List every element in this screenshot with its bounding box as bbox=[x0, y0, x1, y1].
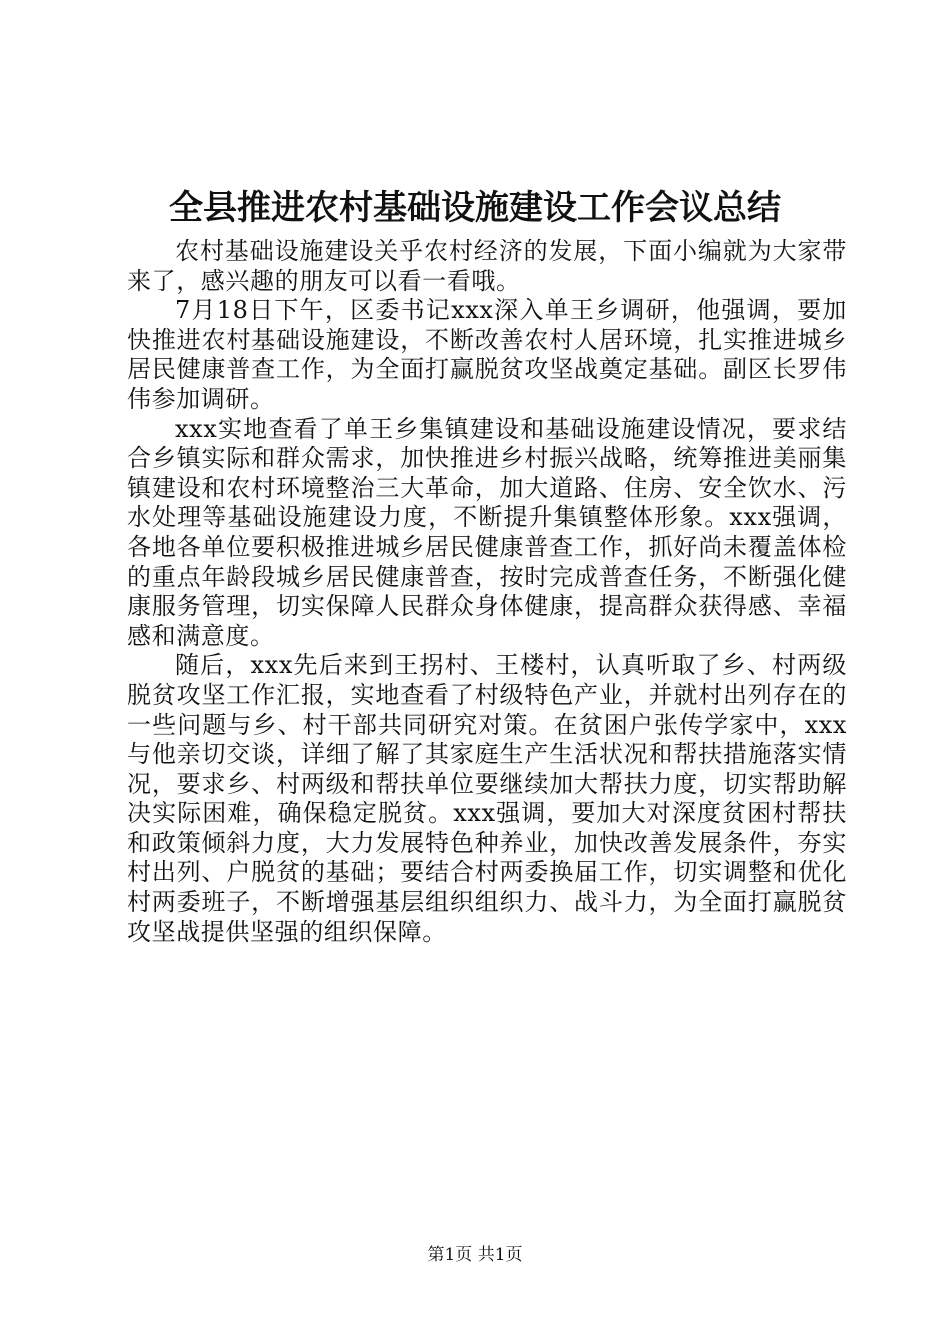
page-title: 全县推进农村基础设施建设工作会议总结 bbox=[169, 188, 781, 228]
paragraph-intro: 农村基础设施建设关乎农村经济的发展，下面小编就为大家带来了，感兴趣的朋友可以看一看哦。 bbox=[127, 237, 847, 295]
paragraph-inspection: xxx实地查看了单王乡集镇建设和基础设施建设情况，要求结合乡镇实际和群众需求，加快推进乡村振兴战略，统筹推进美丽集镇建设和农村环境整治三大革命，加大道路、住房、安全饮水、污水处理等基础设施建设力度，不断提升集镇整体形象。xxx强调，各地各单位要积极推进城乡居民健康普查工作，抓好尚未覆盖体检的重点年龄段城乡居民健康普查，按时完成普查任务，不断强化健康服务管理，切实保障人民群众身体健康，提高群众获得感、幸福感和满意度。 bbox=[127, 414, 847, 650]
paragraph-research: 7月18日下午，区委书记xxx深入单王乡调研，他强调，要加快推进农村基础设施建设，不断改善农村人居环境，扎实推进城乡居民健康普查工作，为全面打赢脱贫攻坚战奠定基础。副区长罗伟伟参加调研。 bbox=[127, 296, 847, 413]
page-footer: 第1页 共1页 bbox=[427, 1245, 523, 1265]
paragraph-village-visit: 随后，xxx先后来到王拐村、王楼村，认真听取了乡、村两级脱贫攻坚工作汇报，实地查看了村级特色产业，并就村出列存在的一些问题与乡、村干部共同研究对策。在贫困户张传学家中，xxx与他亲切交谈，详细了解了其家庭生产生活状况和帮扶措施落实情况，要求乡、村两级和帮扶单位要继续加大帮扶力度，切实帮助解决实际困难，确保稳定脱贫。xxx强调，要加大对深度贫困村帮扶和政策倾斜力度，大力发展特色种养业，加快改善发展条件，夯实村出列、户脱贫的基础；要结合村两委换届工作，切实调整和优化村两委班子，不断增强基层组织组织力、战斗力，为全面打赢脱贫攻坚战提供坚强的组织保障。 bbox=[127, 651, 847, 946]
document-body bbox=[127, 237, 847, 947]
